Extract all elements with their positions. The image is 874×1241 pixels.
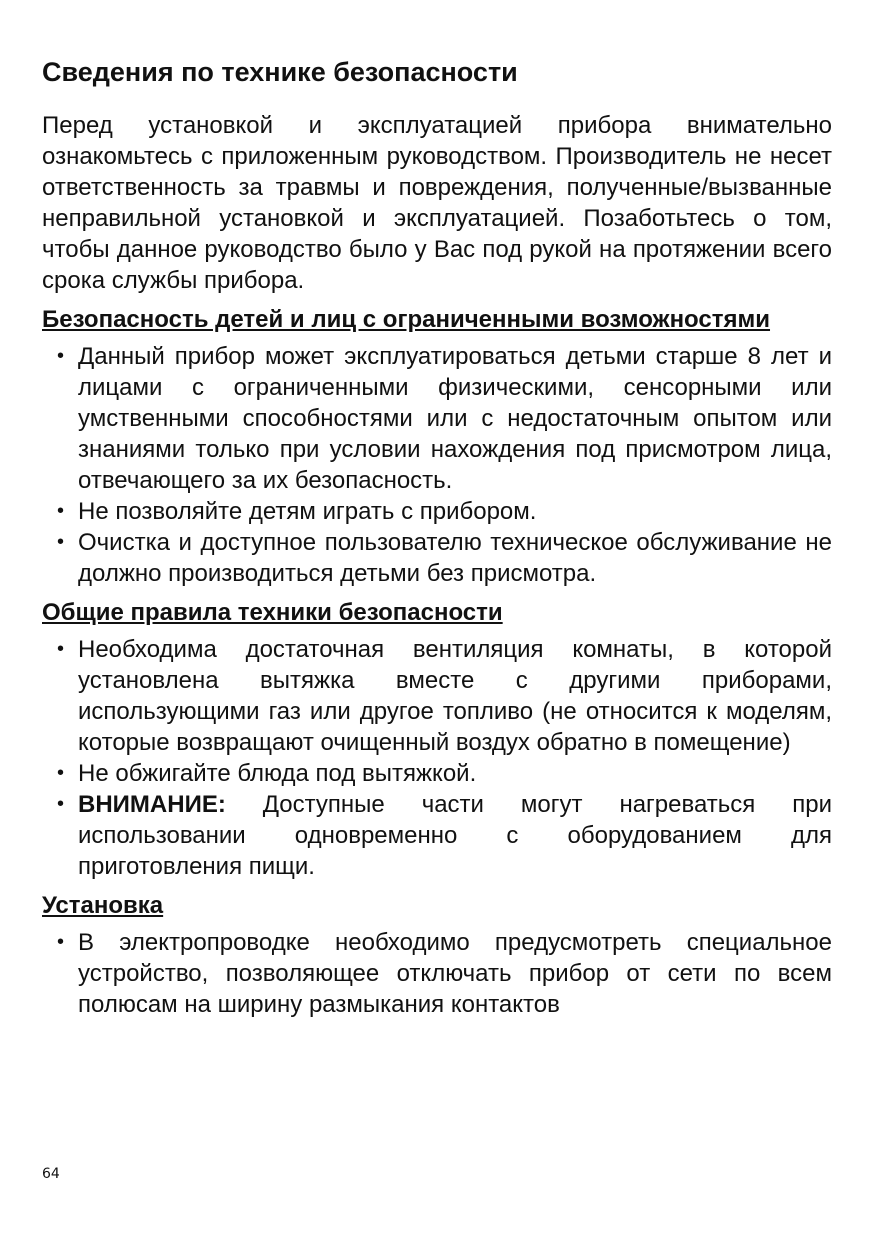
bullet-icon: • [57,793,65,815]
list-item-text: Не обжигайте блюда под вытяжкой. [78,760,477,787]
section-heading-installation: Установка [42,892,164,919]
bullet-icon: • [57,531,65,553]
warning-label: ВНИМАНИЕ: [78,791,226,818]
bullet-icon: • [57,931,65,953]
list-item [42,341,832,496]
section-heading-general-safety: Общие правила техники безопасности [42,599,503,626]
list-item [42,758,832,789]
bullet-icon: • [57,345,65,367]
warning-item [42,789,832,882]
section-installation [42,890,832,1020]
list-item-text: Необходима достаточная вентиляция комнаты, в которой установлена вытяжка вместе с другими приборами, использующими газ или другое топливо (не относится к моделям, которые возвращают очищенный воздух обратно в помещение) [78,636,832,756]
list-item-text: Очистка и доступное пользователю техническое обслуживание не должно производиться детьми без присмотра. [78,529,832,587]
list-item [42,927,832,1020]
list-item [42,527,832,589]
list-item-text: Данный прибор может эксплуатироваться детьми старше 8 лет и лицами с ограниченными физическими, сенсорными или умственными способностями или с недостаточным опытом или знаниями только при условии нахождения под присмотром лица, отвечающего за их безопасность. [78,343,832,494]
document-page [42,52,832,1024]
section-child-safety [42,304,832,589]
section-general-safety [42,597,832,882]
list-item-text: Не позволяйте детям играть с прибором. [78,498,537,525]
page-title: Сведения по технике безопасности [42,57,518,87]
installation-list [42,927,832,1020]
page-number: 64 [42,1166,60,1182]
warning-text: Доступные части могут нагреваться при использовании одновременно с оборудованием для приготовления пищи. [78,791,832,880]
bullet-icon: • [57,500,65,522]
list-item-text: В электропроводке необходимо предусмотреть специальное устройство, позволяющее отключать прибор от сети по всем полюсам на ширину размыкания контактов [78,929,832,1018]
section-heading-child-safety: Безопасность детей и лиц с ограниченными возможностями [42,306,771,333]
child-safety-list [42,341,832,589]
list-item [42,496,832,527]
general-safety-list [42,634,832,882]
intro-paragraph: Перед установкой и эксплуатацией прибора внимательно ознакомьтесь с приложенным руководством. Производитель не несет ответственность за травмы и повреждения, полученные/вызванные неправильной установкой и эксплуатацией. Позаботьтесь о том, чтобы данное руководство было у Вас под рукой на протяжении всего срока службы прибора. [42,112,832,294]
bullet-icon: • [57,638,65,660]
list-item [42,634,832,758]
bullet-icon: • [57,762,65,784]
